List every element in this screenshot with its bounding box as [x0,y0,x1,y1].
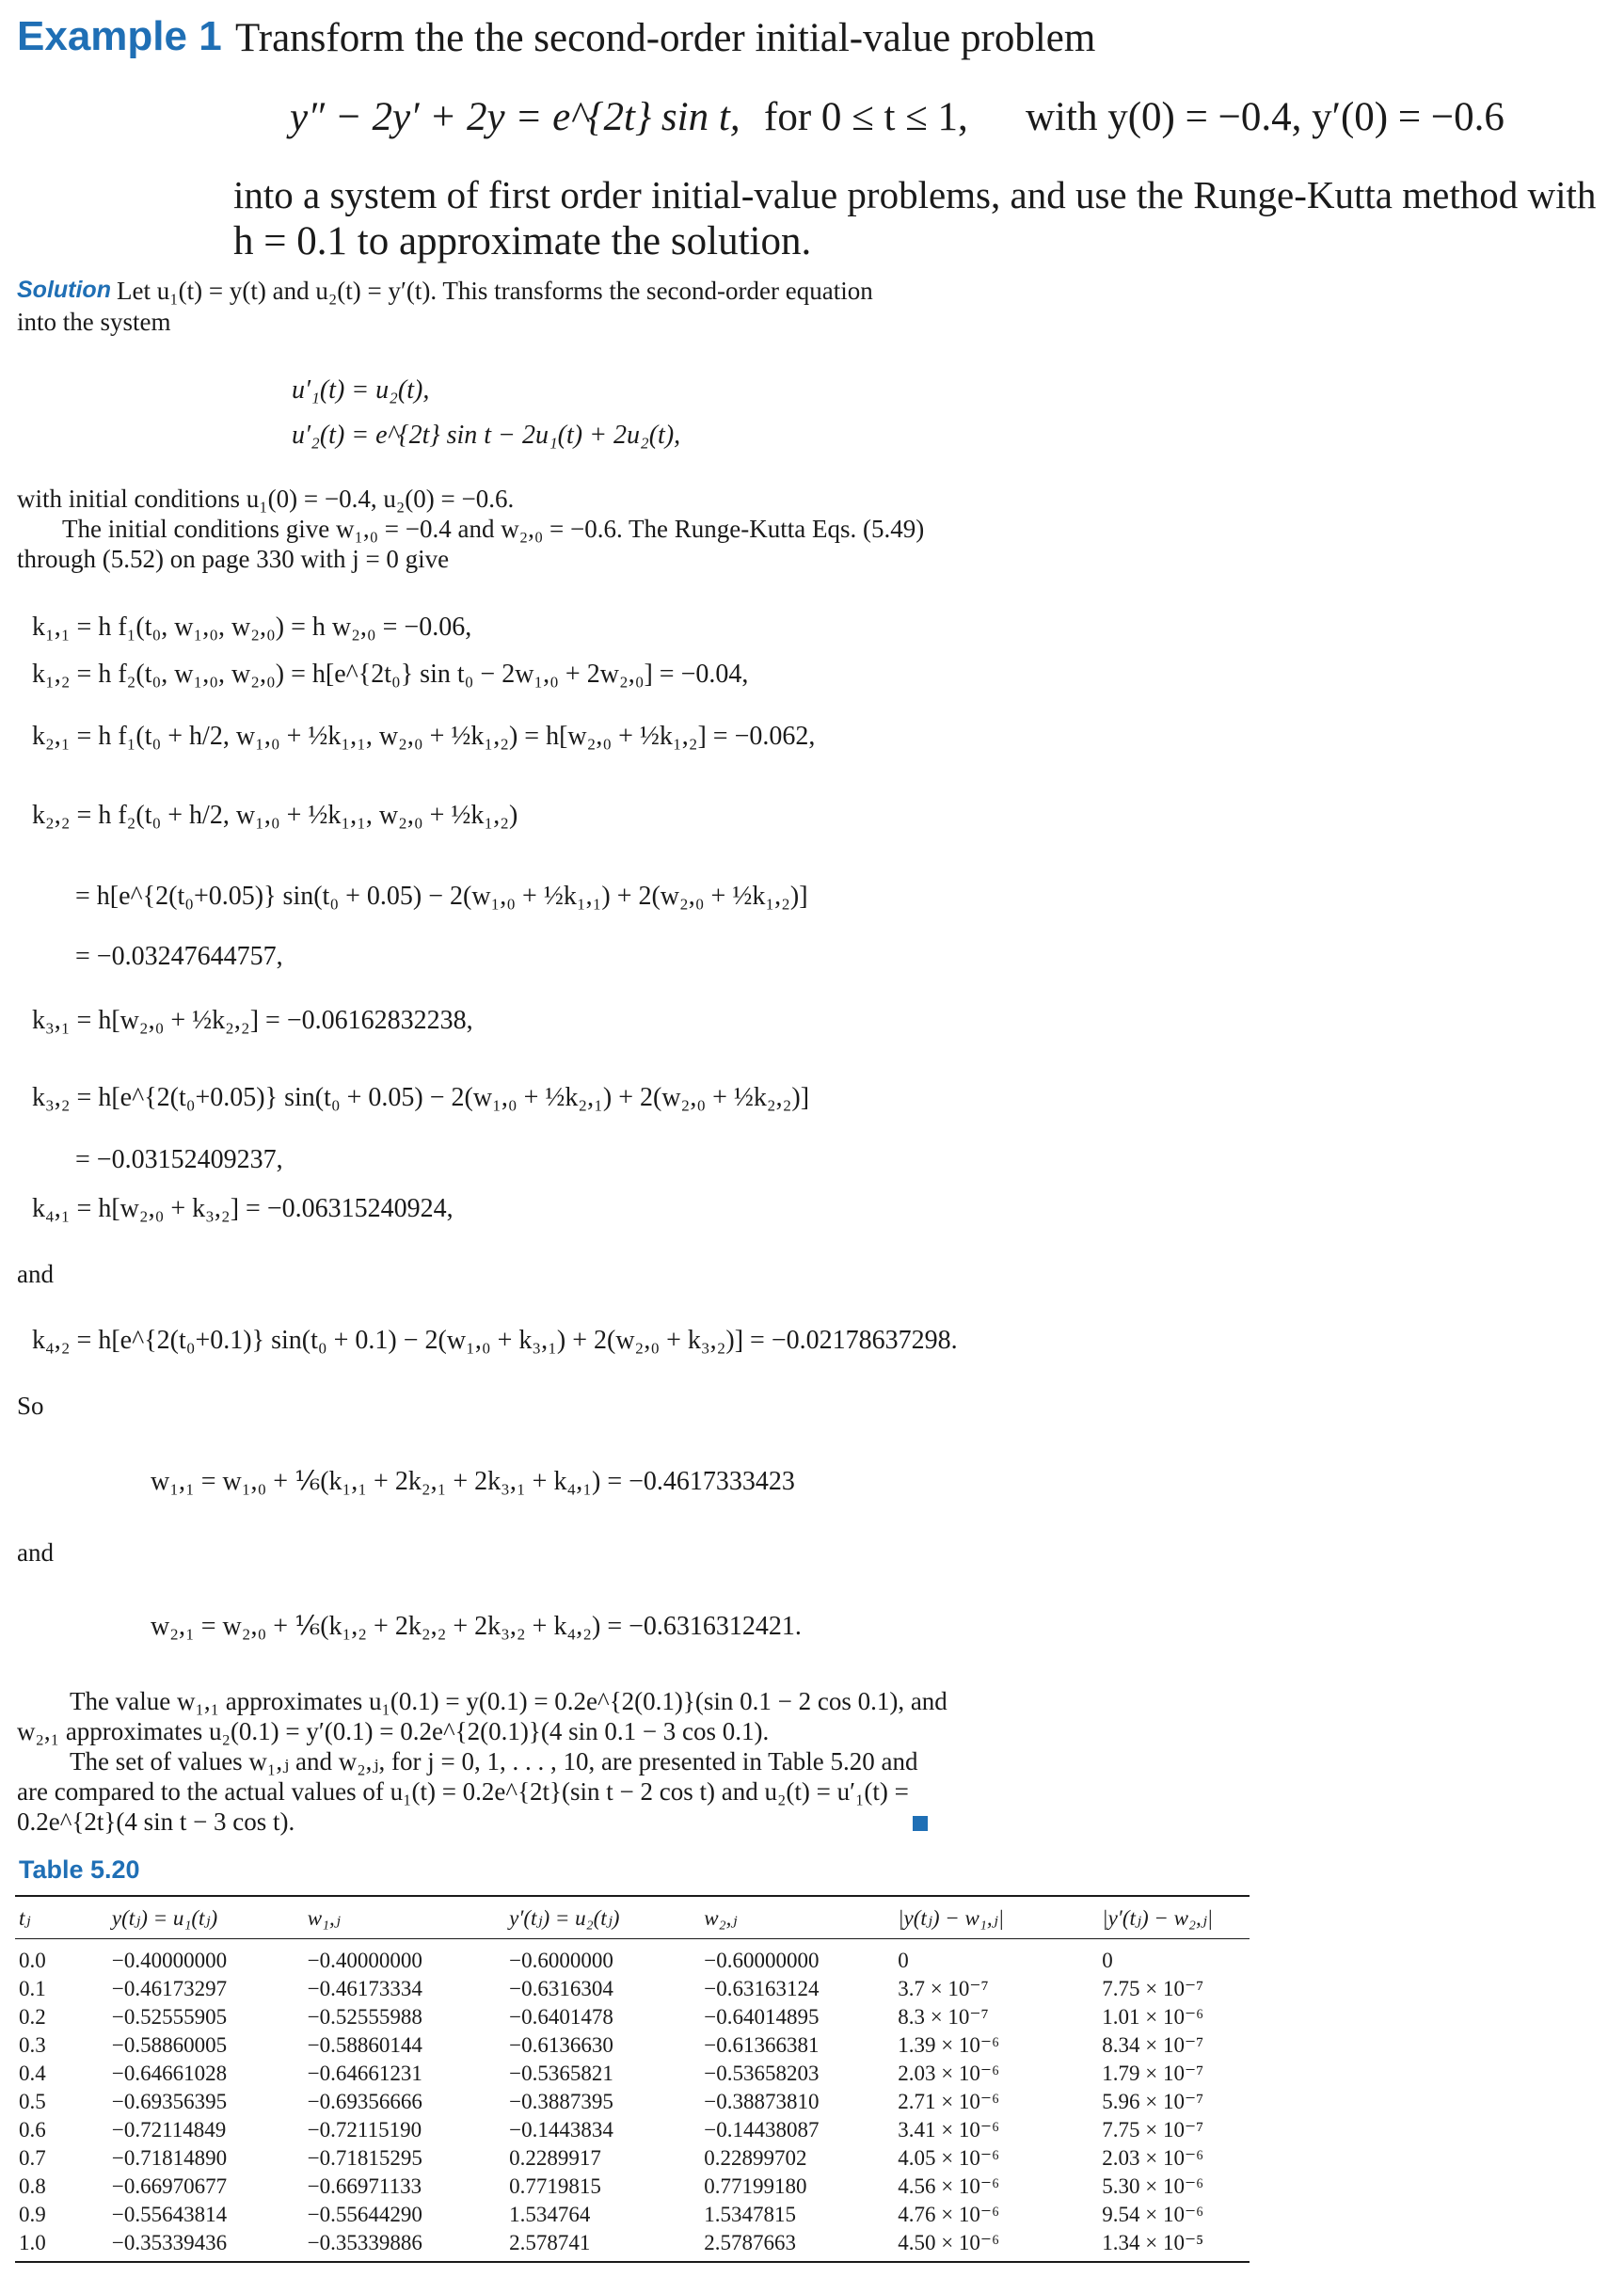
solution-label: Solution [17,277,111,303]
cell-yprime-exact: −0.6401478 [509,2005,613,2029]
system-equation-1: u′₁(t) = u₂(t), [292,375,430,405]
cell-w1: −0.71815295 [307,2146,422,2170]
cell-error-w1: 4.05 × 10⁻⁶ [898,2146,1000,2170]
cell-error-w1: 8.3 × 10⁻⁷ [898,2005,989,2029]
cell-yprime-exact: −0.6000000 [509,1949,613,1972]
example-label: Example 1 [17,13,222,59]
initial-conditions: with y(0) = −0.4, y′(0) = −0.6 [1026,95,1505,139]
cell-w1: −0.58860144 [307,2033,422,2057]
cell-tj: 0.3 [19,2033,46,2057]
connector-so: So [17,1392,44,1420]
cell-w1: −0.64661231 [307,2062,422,2085]
cell-error-w1: 3.7 × 10⁻⁷ [898,1977,989,2000]
table-body [15,1939,1250,2263]
table-header-row [15,1896,1250,1939]
table-row [15,2116,1250,2144]
solution-intro-2: into the system [17,308,171,336]
cell-w2: −0.64014895 [704,2005,820,2029]
cell-error-w1: 3.41 × 10⁻⁶ [898,2118,1000,2142]
rk-line-2: through (5.52) on page 330 with j = 0 give [17,545,450,573]
cell-yprime-exact: −0.5365821 [509,2062,613,2085]
solution-intro-1: Let u₁(t) = y(t) and u₂(t) = y′(t). This transforms the second-order equation [117,277,873,305]
equation-k32-b: = −0.03152409237, [75,1145,283,1174]
table-row [15,2144,1250,2173]
cell-y-exact: −0.52555905 [111,2005,228,2029]
equation-w21: w₂,₁ = w₂,₀ + ⅙(k₁,₂ + 2k₂,₂ + 2k₃,₂ + k₄,₂) = −0.6316312421. [151,1612,802,1641]
equation-k22-a: k₂,₂ = h f₂(t₀ + h/2, w₁,₀ + ½k₁,₁, w₂,₀ + ½k₁,₂) [32,801,518,830]
cell-w2: 1.5347815 [704,2203,796,2226]
cell-w1: −0.66971133 [307,2174,422,2198]
cell-w2: −0.63163124 [704,1977,820,2000]
init-conditions-line: with initial conditions u₁(0) = −0.4, u₂(0) = −0.6. [17,485,515,513]
cell-error-w2: 5.96 × 10⁻⁷ [1102,2090,1204,2113]
equation-k42: k₄,₂ = h[e^{2(t₀+0.1)} sin(t₀ + 0.1) − 2(w₁,₀ + k₃,₁) + 2(w₂,₀ + k₃,₂)] = −0.02178637298. [32,1326,958,1355]
table-row [15,1975,1250,2003]
cell-w2: −0.53658203 [704,2062,820,2085]
table-row [15,1939,1250,1976]
cell-y-exact: −0.64661028 [111,2062,228,2085]
cell-y-exact: −0.55643814 [111,2203,228,2226]
cell-y-exact: −0.72114849 [111,2118,227,2142]
cell-y-exact: −0.71814890 [111,2146,228,2170]
table-row [15,2031,1250,2060]
closing-line-1: The value w₁,₁ approximates u₁(0.1) = y(0.1) = 0.2e^{2(0.1)}(sin 0.1 − 2 cos 0.1), and [70,1687,947,1715]
cell-error-w2: 5.30 × 10⁻⁶ [1102,2174,1204,2198]
equation-k22-c: = −0.03247644757, [75,942,283,971]
closing-line-4: are compared to the actual values of u₁(t) = 0.2e^{2t}(sin t − 2 cos t) and u₂(t) = u′₁(t) = [17,1777,909,1806]
cell-error-w2: 1.01 × 10⁻⁶ [1102,2005,1204,2029]
header-w1: w₁,ⱼ [304,1896,505,1939]
cell-error-w2: 2.03 × 10⁻⁶ [1102,2146,1204,2170]
cell-tj: 0.9 [19,2203,46,2226]
header-error-w1: |y(tⱼ) − w₁,ⱼ| [894,1896,1098,1939]
cell-w2: −0.61366381 [704,2033,820,2057]
table-row [15,2088,1250,2116]
table-label: Table 5.20 [19,1855,140,1884]
closing-line-5: 0.2e^{2t}(4 sin t − 3 cos t). [17,1807,295,1836]
cell-error-w1: 0 [898,1949,909,1972]
cell-y-exact: −0.35339436 [108,2229,304,2262]
table-row [15,2003,1250,2031]
equation-w11: w₁,₁ = w₁,₀ + ⅙(k₁,₁ + 2k₂,₁ + 2k₃,₁ + k₄,₁) = −0.4617333423 [151,1467,795,1496]
cell-yprime-exact: −0.6316304 [509,1977,613,2000]
header-y-exact: y(tⱼ) = u₁(tⱼ) [108,1896,304,1939]
example-title: Transform the the second-order initial-value problem [235,16,1096,60]
cell-w1: −0.55644290 [307,2203,422,2226]
cell-tj: 0.4 [19,2062,46,2085]
header-w2: w₂,ⱼ [700,1896,894,1939]
domain-text: for 0 ≤ t ≤ 1, [764,95,968,139]
cell-error-w1: 2.71 × 10⁻⁶ [898,2090,1000,2113]
cell-error-w1: 2.03 × 10⁻⁶ [898,2062,1000,2085]
equation-k31: k₃,₁ = h[w₂,₀ + ½k₂,₂] = −0.06162832238, [32,1006,473,1035]
end-of-proof-square [913,1816,928,1831]
cell-y-exact: −0.66970677 [111,2174,228,2198]
cell-error-w2: 7.75 × 10⁻⁷ [1102,1977,1204,2000]
cell-yprime-exact: 1.534764 [509,2203,591,2226]
cell-error-w2: 0 [1102,1949,1113,1972]
cell-y-exact: −0.46173297 [111,1977,228,2000]
equation-k11: k₁,₁ = h f₁(t₀, w₁,₀, w₂,₀) = h w₂,₀ = −0.06, [32,613,472,642]
cell-tj: 1.0 [15,2229,108,2262]
cell-tj: 0.1 [19,1977,46,2000]
connector-and-1: and [17,1260,54,1288]
cell-w1: −0.46173334 [307,1977,422,2000]
cell-w1: −0.69356666 [307,2090,422,2113]
cell-yprime-exact: −0.1443834 [509,2118,613,2142]
instruction-line-2: h = 0.1 to approximate the solution. [233,219,812,263]
cell-tj: 0.0 [19,1949,46,1972]
table-row [15,2060,1250,2088]
cell-y-exact: −0.40000000 [111,1949,228,1972]
cell-error-w2: 7.75 × 10⁻⁷ [1102,2118,1204,2142]
connector-and-2: and [17,1538,54,1567]
cell-w1: −0.52555988 [307,2005,422,2029]
equation-k32-a: k₃,₂ = h[e^{2(t₀+0.05)} sin(t₀ + 0.05) − 2(w₁,₀ + ½k₂,₁) + 2(w₂,₀ + ½k₂,₂)] [32,1083,810,1112]
cell-w1: −0.35339886 [304,2229,505,2262]
header-tj: tⱼ [15,1896,108,1939]
cell-y-exact: −0.58860005 [111,2033,228,2057]
header-error-w2: |y′(tⱼ) − w₂,ⱼ| [1098,1896,1250,1939]
cell-error-w2: 8.34 × 10⁻⁷ [1102,2033,1204,2057]
cell-w2: −0.14438087 [704,2118,820,2142]
cell-w2: 0.77199180 [704,2174,807,2198]
equation-k12: k₁,₂ = h f₂(t₀, w₁,₀, w₂,₀) = h[e^{2t₀} sin t₀ − 2w₁,₀ + 2w₂,₀] = −0.04, [32,660,749,689]
rk-line-1: The initial conditions give w₁,₀ = −0.4 and w₂,₀ = −0.6. The Runge-Kutta Eqs. (5.49) [62,515,925,543]
equation-k21: k₂,₁ = h f₁(t₀ + h/2, w₁,₀ + ½k₁,₁, w₂,₀ + ½k₁,₂) = h[w₂,₀ + ½k₁,₂] = −0.062, [32,722,816,751]
table-row [15,2201,1250,2229]
ode-equation: y″ − 2y′ + 2y = e^{2t} sin t, [290,95,740,139]
cell-w2: 0.22899702 [704,2146,807,2170]
cell-error-w2: 1.79 × 10⁻⁷ [1102,2062,1204,2085]
cell-yprime-exact: 2.578741 [505,2229,700,2262]
equation-k22-b: = h[e^{2(t₀+0.05)} sin(t₀ + 0.05) − 2(w₁,₀ + ½k₁,₁) + 2(w₂,₀ + ½k₁,₂)] [75,882,808,911]
cell-tj: 0.7 [19,2146,46,2170]
cell-error-w1: 4.50 × 10⁻⁶ [894,2229,1098,2262]
cell-error-w1: 1.39 × 10⁻⁶ [898,2033,1000,2057]
system-equation-2: u′₂(t) = e^{2t} sin t − 2u₁(t) + 2u₂(t), [292,421,681,450]
cell-error-w1: 4.76 × 10⁻⁶ [898,2203,1000,2226]
cell-tj: 0.6 [19,2118,46,2142]
cell-yprime-exact: −0.6136630 [509,2033,613,2057]
cell-error-w2: 1.34 × 10⁻⁵ [1098,2229,1250,2262]
header-yprime-exact: y′(tⱼ) = u₂(tⱼ) [505,1896,700,1939]
instruction-line-1: into a system of first order initial-value problems, and use the Runge-Kutta method with [233,173,1597,216]
cell-yprime-exact: −0.3887395 [509,2090,613,2113]
cell-tj: 0.8 [19,2174,46,2198]
table-row [15,2229,1250,2262]
cell-w2: −0.38873810 [704,2090,820,2113]
equation-k41: k₄,₁ = h[w₂,₀ + k₃,₂] = −0.06315240924, [32,1194,454,1223]
cell-error-w1: 4.56 × 10⁻⁶ [898,2174,1000,2198]
closing-line-2: w₂,₁ approximates u₂(0.1) = y′(0.1) = 0.2e^{2(0.1)}(4 sin 0.1 − 3 cos 0.1). [17,1717,770,1745]
cell-w1: −0.72115190 [307,2118,422,2142]
cell-w2: −0.60000000 [704,1949,820,1972]
cell-w2: 2.5787663 [700,2229,894,2262]
cell-tj: 0.5 [19,2090,46,2113]
table-row [15,2173,1250,2201]
cell-tj: 0.2 [19,2005,46,2029]
cell-w1: −0.40000000 [307,1949,422,1972]
cell-y-exact: −0.69356395 [111,2090,228,2113]
results-table [15,1895,1250,2263]
cell-yprime-exact: 0.7719815 [509,2174,601,2198]
closing-line-3: The set of values w₁,ⱼ and w₂,ⱼ, for j = 0, 1, . . . , 10, are presented in Table 5.20 and [70,1747,918,1775]
cell-yprime-exact: 0.2289917 [509,2146,601,2170]
cell-error-w2: 9.54 × 10⁻⁶ [1102,2203,1204,2226]
